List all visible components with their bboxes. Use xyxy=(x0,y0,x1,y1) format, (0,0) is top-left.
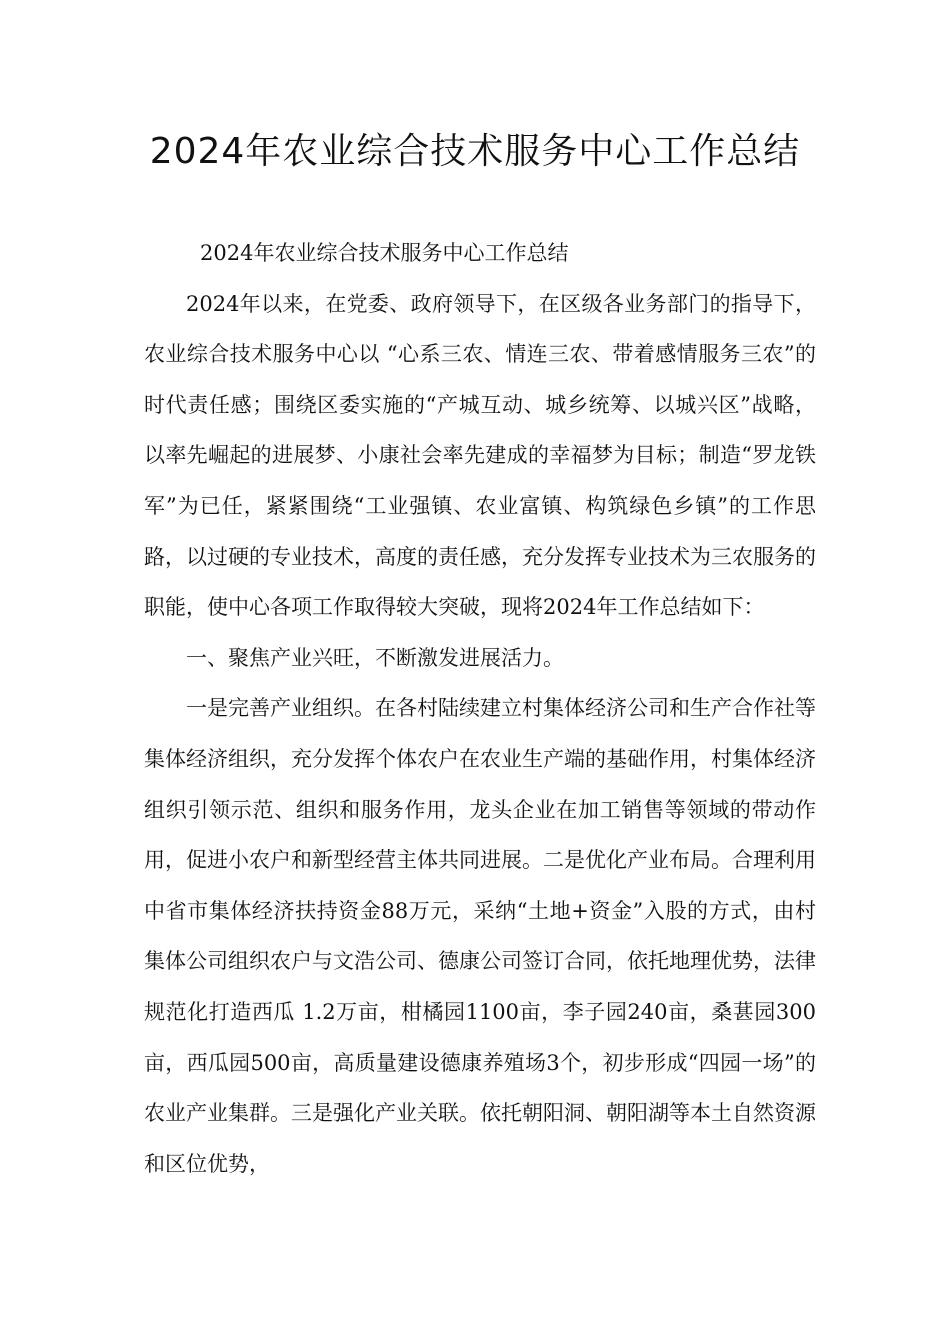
document-subtitle: 2024年农业综合技术服务中心工作总结 xyxy=(200,241,569,265)
section-heading-1: 一、聚焦产业兴旺，不断激发进展活力。 xyxy=(186,645,564,670)
paragraph-intro: 2024年以来，在党委、政府领导下，在区级各业务部门的指导下，农业综合技术服务中心以 “心系三农、情连三农、带着感情服务三农”的时代责任感；围绕区委实施的“产城互动、城乡统筹、以城兴区”战略，以率先崛起的进展梦、小康社会率先建成的幸福梦为目标；制造“罗龙铁军”为已任，紧紧围绕“工业强镇、农业富镇、构筑绿色乡镇”的工作思路，以过硬的专业技术，高度的责任感，充分发挥专业技术为三农服务的职能，使中心各项工作取得较大突破，现将2024年工作总结如下： xyxy=(144,291,816,620)
paragraph-industry: 一是完善产业组织。在各村陆续建立村集体经济公司和生产合作社等集体经济组织，充分发挥个体农户在农业生产端的基础作用，村集体经济组织引领示范、组织和服务作用，龙头企业在加工销售等领域的带动作用，促进小农户和新型经营主体共同进展。二是优化产业布局。合理利用中省市集体经济扶持资金88万元，采纳“土地+资金”入股的方式，由村集体公司组织农户与文浩公司、德康公司签订合同，依托地理优势，法律规范化打造西瓜 1.2万亩，柑橘园1100亩，李子园240亩，桑葚园300亩，西瓜园500亩，高质量建设德康养殖场3个，初步形成“四园一场”的农业产业集群。三是强化产业关联。依托朝阳洞、朝阳湖等本土自然资源和区位优势， xyxy=(144,696,816,1176)
document-body xyxy=(144,228,816,1189)
document-title: 2024年农业综合技术服务中心工作总结 xyxy=(149,131,801,172)
